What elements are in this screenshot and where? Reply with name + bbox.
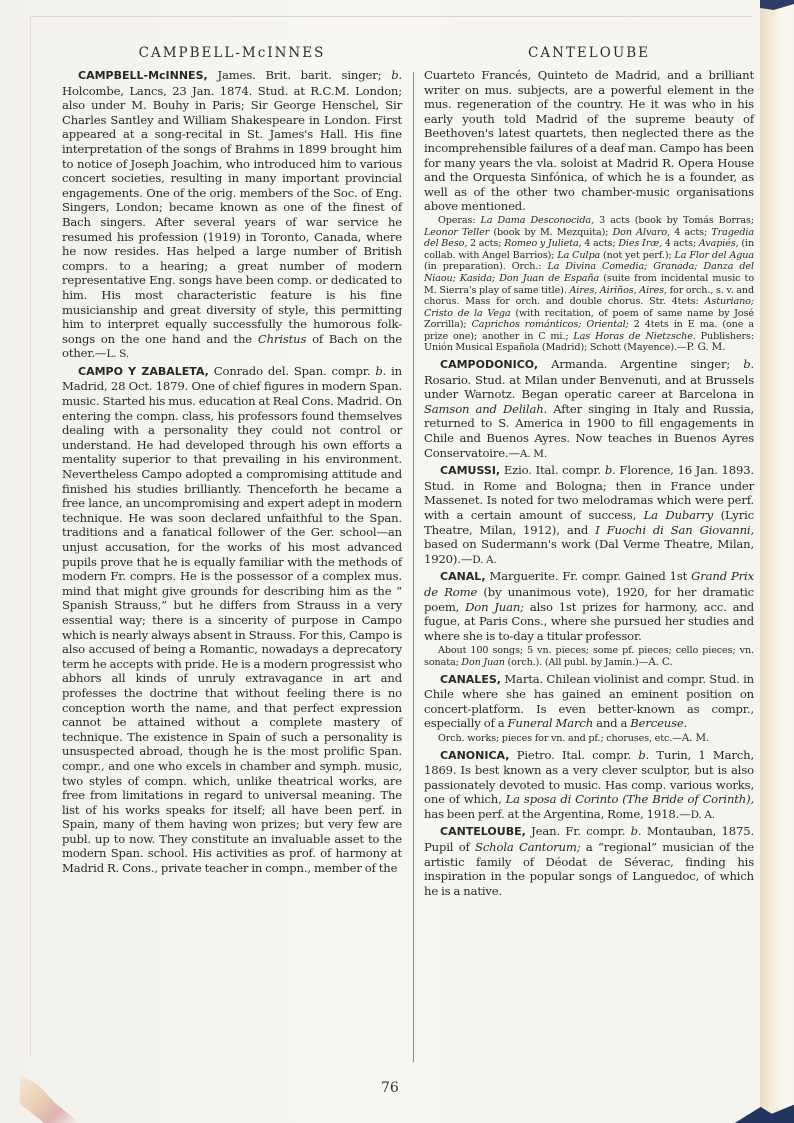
work-title: Christus: [257, 331, 307, 346]
work-title: Funeral March: [507, 716, 594, 731]
work-title: La sposa di Corinto (The Bride of Corinth),: [505, 792, 755, 807]
entry-canteloube: CANTELOUBE, Jean. Fr. compr. b. Montauban, 1875. Pupil of Schola Cantorum; a “regional” musician of the artistic family of Déodat de Séverac, finding his inspiration in the popular songs of Languedoc, of which he is a native.: [424, 824, 754, 898]
author-signature: L. S.: [106, 348, 130, 361]
entry-camussi: CAMUSSI, Ezio. Ital. compr. b. Florence, 16 Jan. 1893. Stud. in Rome and Bologna; then in France under Massenet. Is noted for two melodramas which were perf. with a certain amount of success, La Dubarry (Lyric Theatre, Milan, 1912), and I Fuochi di San Giovanni, based on Sudermann's work (Dal Verme Theatre, Milan, 1920).—D. A.: [424, 463, 755, 566]
headword: CANALES,: [440, 672, 501, 686]
headword: CANTELOUBE,: [440, 825, 526, 839]
headword: CAMPO Y ZABALETA,: [78, 364, 209, 378]
entry-campodonico: CAMPODONICO, Armanda. Argentine singer; b. Rosario. Stud. at Milan under Benvenuti, and at Brussels under Warnotz. Began operatic career at Barcelona in Samson and Delilah. After singing in Italy and Russia, returned to S. America in 1900 to fill engagements in Chile and Buenos Ayres. Now teaches in Buenos Ayres Conservatoire.—A. M.: [424, 357, 754, 460]
author-signature: A. M.: [519, 447, 548, 460]
works-list-canal: About 100 songs; 5 vn. pieces; some pf. pieces; cello pieces; vn. sonata; Don Juan (orch.). (All publ. by Jamin.)—A. C.: [424, 645, 754, 668]
column-divider: [413, 72, 414, 1062]
entry-canonica: CANONICA, Pietro. Ital. compr. b. Turin, 1 March, 1869. Is best known as a very clever sculptor, but is also passionately devoted to music. Has comp. various works, one of which, La sposa di Corinto (The Bride of Corinth), has been perf. at the Argentina, Rome, 1918.—D. A.: [424, 747, 755, 821]
work-title: Berceuse.: [630, 716, 688, 731]
entry-canal: CANAL, Marguerite. Fr. compr. Gained 1st Grand Prix de Rome (by unanimous vote), 1920, for her dramatic poem, Don Juan; also 1st prizes for harmony, acc. and fugue, at Paris Cons., where she pursued her studies and where she is to-day a titular professor.: [424, 569, 754, 643]
works-list-canales: Orch. works; pieces for vn. and pf.; choruses, etc.—A. M.: [438, 731, 710, 744]
entry-campo-y-zabaleta: CAMPO Y ZABALETA, Conrado del. Span. compr. b. in Madrid, 28 Oct. 1879. One of chief figures in modern Span. music. Started his mus. education at Real Cons. Madrid. On entering the compn. class, his professors found themselves dealing with a personality they could not control or understand. He had developed through his own efforts a mentality superior to that prevailing in his environment. Nevertheless Campo adopted a compromising attitude and finished his studies brilliantly. Thenceforth he became a free lance, an uncompromising and expert adept in modern technique. He was soon declared unfaithful to the Span. traditions and a fanatical follower of the Ger. school—an unjust accusation, for the works of his most advanced pupils prove that he is equally familiar with the methods of modern Fr. comprs. He is the possessor of a complex mus. mind that might give grounds for describing him as the “ Spanish Strauss,” but he differs from Strauss in a very essential way; there is a sincerity of purpose in Campo which is nearly always absent in Strauss. For this, Campo is also accused of being a Romantic, nowadays a deprecatory term he accepts with pride. He is a modern progressist who abhors all kinds of unruly extravagance in art and professes the doctrine that without feeling there is no conception worth the name, and that perfect expression cannot be attained without a complete mastery of technique. The existence in Spain of such a personality is unsuspected abroad, though he is the most prolific Span. compr., and one who excels in chamber and symph. music, two styles of compn. which, unlike theatrical works, are free from limitations in regard to universal meaning. The list of his works speaks for itself; all have been perf. in Spain, many of them having won prizes; but very few are publ. up to now. They constitute an invaluable asset to the modern Span. school. His activities as prof. of harmony at Madrid R. Cons., private teacher in compn., member of the: [62, 363, 403, 876]
works-list-campo: Operas: La Dama Desconocida, 3 acts (book by Tomás Borras; Leonor Teller (book by M. Mezquita); Don Alvaro, 4 acts; Tragedia del Beso, 2 acts; Romeo y Julieta, 4 acts; Dies Iræ, 4 acts; Avapiés, (in collab. with Angel Barrios); La Culpa (not yet perf.); La Flor del Agua (in preparation). Orch.: La Divina Comedia; Granada; Danza del Niaou; Kasida; Don Juan de España (suite from incidental music to M. Sierra's play of same title). Aires, Airiños, Aires, for orch., s. v. and chorus. Mass for orch. and double chorus. Str. 4tets: Asturiano; Cristo de la Vega (with recitation, of poem of same name by José Zorrilla); Caprichos románticos; Oriental; 2 4tets in E ma. (one a prize one); another in C mi.; Las Horas de Nietzsche. Publishers: Unión Musical Española (Madrid); Schott (Mayence).—P. G. M.: [424, 214, 755, 354]
page-number: 76: [381, 1080, 399, 1096]
headword: CANONICA,: [440, 748, 510, 762]
headword: CANAL,: [440, 570, 486, 584]
headword: CAMPODONICO,: [440, 358, 539, 372]
headword: CAMPBELL-McINNES,: [78, 69, 208, 82]
author-signature: A. M.: [681, 731, 710, 744]
work-title: I Fuochi di San Giovanni,: [595, 522, 755, 537]
binding-edge: [760, 0, 794, 1123]
entry-campbell-mcinnes: CAMPBELL-McINNES, James. Brit. barit. singer; b. Holcombe, Lancs, 23 Jan. 1874. Stud. at R.C.M. London; also under M. Bouhy in Paris; Sir George Henschel, Sir Charles Santley and William Shakespeare in London. First appeared at a song-recital in St. James's Hall. His fine interpretation of the songs of Brahms in 1899 brought him to notice of Joseph Joachim, who introduced him to various concert societies, resulting in many important provincial engagements. One of the orig. members of the Soc. of Eng. Singers, London; became known as one of the finest of Bach singers. After several years of war service he resumed his profession (1919) in Toronto, Canada, where he now resides. Has helped a large number of British comprs. to a hearing; a great number of modern representative Eng. songs have been comp. or dedicated to him. His most characteristic feature is his fine musicianship and great diversity of style, this permitting him to interpret equally successfully the humorous folk-songs on the one hand and the Christus of Bach on the other.—L. S.: [62, 68, 402, 361]
running-head-left: CAMPBELL-McINNES: [138, 45, 326, 61]
left-column: [62, 44, 402, 878]
author-signature: P. G. M.: [686, 341, 726, 354]
entry-canales: CANALES, Marta. Chilean violinist and compr. Stud. in Chile where she has gained an eminent position on concert-platform. Is even better-known as compr., especially of a Funeral March and a Berceuse.: [424, 671, 754, 731]
work-title: Samson and Delilah.: [424, 401, 548, 416]
running-head-right: CANTELOUBE: [528, 45, 650, 61]
author-signature: D. A.: [472, 553, 497, 566]
work-title: Schola Cantorum;: [475, 840, 581, 855]
right-column: [424, 44, 754, 900]
work-title: La Dubarry: [643, 508, 714, 522]
author-signature: A. C.: [648, 655, 673, 668]
headword: CAMUSSI,: [440, 464, 501, 478]
work-title: Don Juan;: [465, 599, 524, 614]
author-signature: D. A.: [690, 808, 715, 821]
work-title: Grand Prix de Rome: [424, 569, 754, 599]
entry-campo-continued: Cuarteto Francés, Quinteto de Madrid, and a brilliant writer on mus. subjects, are a powerful element in the mus. regeneration of the country. He it was who in his early youth told Madrid of the supreme beauty of Beethoven's latest quartets, then neglected there as the incomprehensible failures of a deaf man. Campo has been for many years the vla. soloist at Madrid R. Opera House and the Orquesta Sinfónica, of which he is a founder, as well as of the other two chamber-music organisations above mentioned.: [424, 68, 754, 214]
page-edge-left: [30, 16, 31, 1056]
page-edge-top: [30, 16, 752, 17]
